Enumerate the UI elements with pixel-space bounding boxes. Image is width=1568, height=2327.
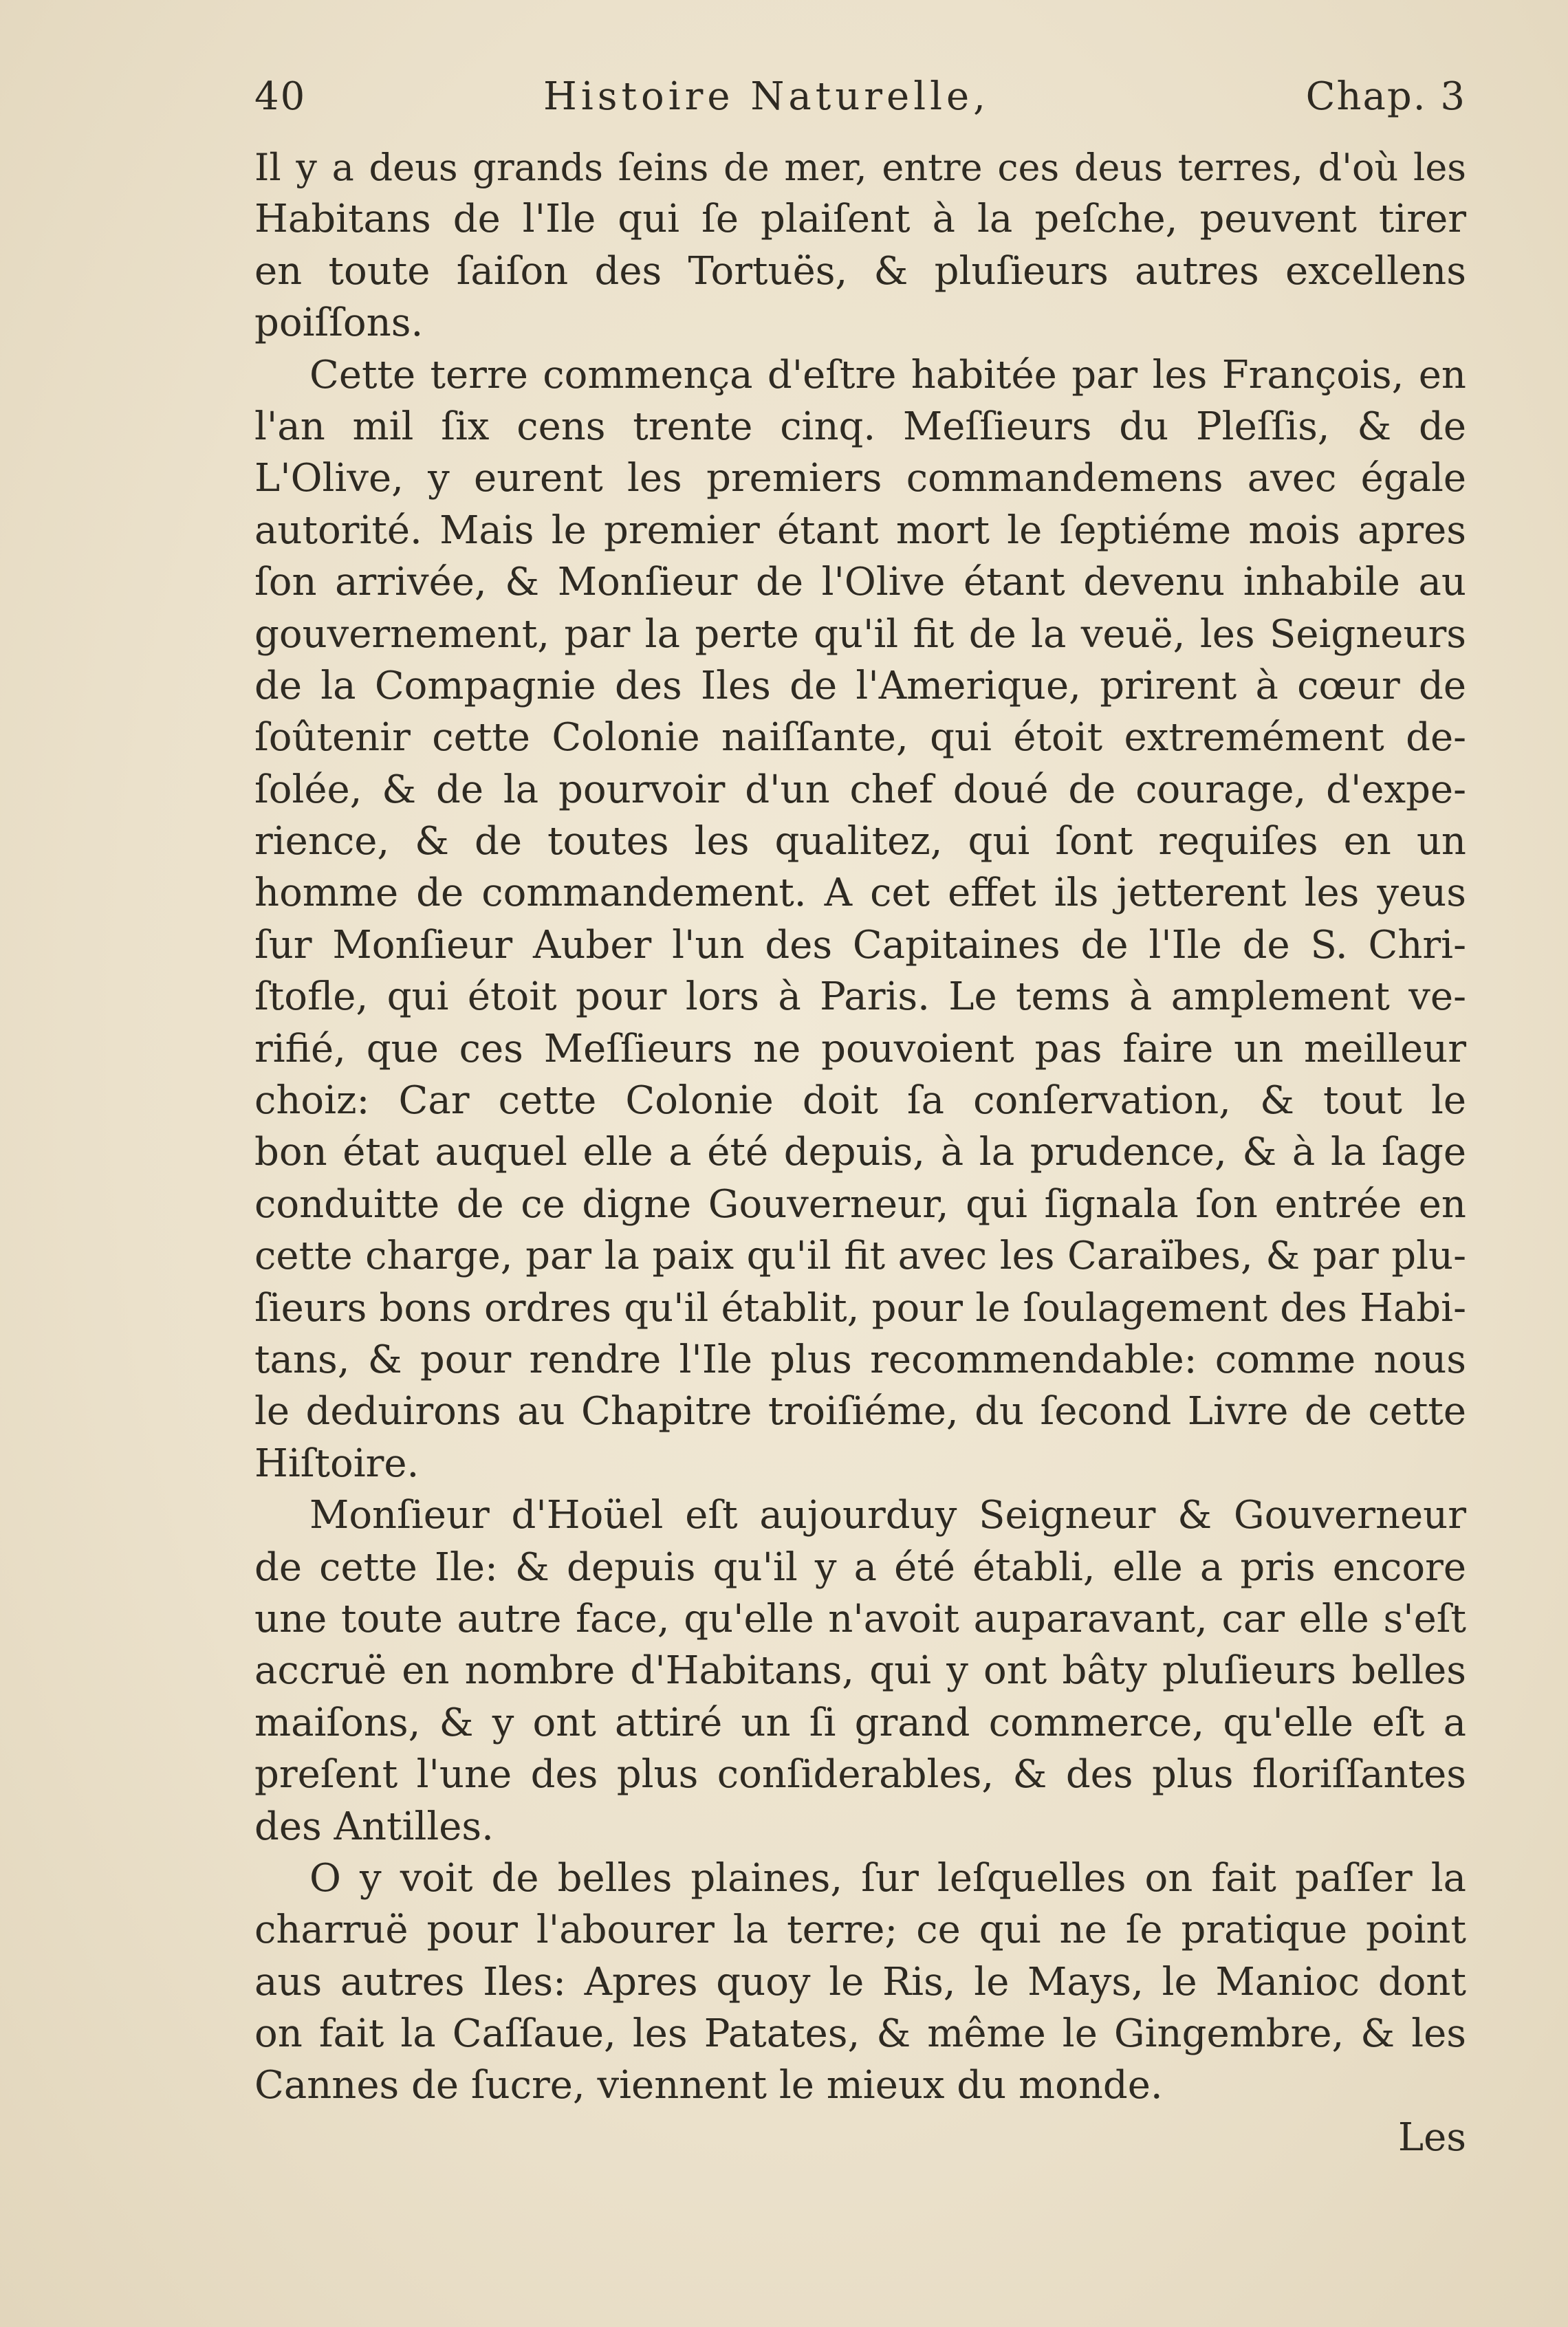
text-line: ſoûtenir cette Colonie naiſſante, qui étoit extremément de- bbox=[254, 715, 1466, 761]
running-header bbox=[254, 61, 1466, 142]
text-line: autorité. Mais le premier étant mort le ſeptiéme mois apres bbox=[254, 507, 1466, 553]
text-block bbox=[254, 61, 1466, 2160]
text-line: ſtofle, qui étoit pour lors à Paris. Le tems à amplement ve- bbox=[254, 974, 1466, 1020]
text-line: homme de commandement. A cet effet ils jetterent les yeus bbox=[254, 871, 1466, 916]
chapter-label: Chap. 3 bbox=[1305, 74, 1466, 119]
running-title: Histoire Naturelle, bbox=[543, 74, 990, 119]
text-line: en toute ſaiſon des Tortuës, & pluſieurs autres excellens bbox=[254, 248, 1466, 294]
text-line: Hiſtoire. bbox=[254, 1441, 420, 1486]
text-line: Monſieur d'Hoüel eſt aujourduy Seigneur & Gouverneur bbox=[309, 1493, 1466, 1538]
text-line: cette charge, par la paix qu'il fit avec les Caraïbes, & par plu- bbox=[254, 1234, 1466, 1279]
page-number: 40 bbox=[254, 74, 307, 119]
text-line: Habitans de l'Ile qui ſe plaiſent à la peſche, peuvent tirer bbox=[254, 197, 1466, 242]
text-line: conduitte de ce digne Gouverneur, qui ſignala ſon entrée en bbox=[254, 1181, 1466, 1227]
text-line: choiz: Car cette Colonie doit ſa conſervation, & tout le bbox=[254, 1078, 1466, 1124]
text-line: aus autres Iles: Apres quoy le Ris, le Mays, le Manioc dont bbox=[254, 1959, 1466, 2004]
text-line: tans, & pour rendre l'Ile plus recommendable: comme nous bbox=[254, 1337, 1466, 1382]
body-text bbox=[254, 142, 1466, 2112]
text-line: une toute autre face, qu'elle n'avoit auparavant, car elle s'eſt bbox=[254, 1596, 1466, 1641]
text-line: O y voit de belles plaines, ſur leſquelles on fait paſſer la bbox=[309, 1855, 1466, 1901]
text-line: Cannes de ſucre, viennent le mieux du monde. bbox=[254, 2063, 1163, 2108]
text-line: rifié, que ces Meſſieurs ne pouvoient pas faire un meilleur bbox=[254, 1026, 1466, 1071]
text-line: l'an mil ſix cens trente cinq. Meſſieurs du Pleſſis, & de bbox=[254, 404, 1466, 449]
text-line: rience, & de toutes les qualitez, qui ſont requiſes en un bbox=[254, 819, 1466, 864]
text-line: ſur Monſieur Auber l'un des Capitaines de l'Ile de S. Chri- bbox=[254, 922, 1466, 968]
text-line: Cette terre commença d'eſtre habitée par les François, en bbox=[309, 352, 1466, 397]
text-line: des Antilles. bbox=[254, 1804, 494, 1849]
text-line: on fait la Caſſaue, les Patates, & même le Gingembre, & les bbox=[254, 2011, 1466, 2057]
text-line: gouvernement, par la perte qu'il fit de la veuë, les Seigneurs bbox=[254, 611, 1466, 657]
catchword: Les bbox=[1397, 2115, 1466, 2160]
text-line: charruë pour l'abourer la terre; ce qui ne ſe pratique point bbox=[254, 1908, 1466, 1953]
text-line: preſent l'une des plus conſiderables, & des plus floriſſantes bbox=[254, 1752, 1466, 1798]
text-line: maiſons, & y ont attiré un ſi grand commerce, qu'elle eſt a bbox=[254, 1700, 1466, 1745]
text-line: de la Compagnie des Iles de l'Amerique, prirent à cœur de bbox=[254, 663, 1466, 708]
text-line: le deduirons au Chapitre troiſiéme, du ſecond Livre de cette bbox=[254, 1389, 1466, 1434]
text-line: ſieurs bons ordres qu'il établit, pour le ſoulagement des Habi- bbox=[254, 1285, 1466, 1331]
text-line: poiſſons. bbox=[254, 301, 424, 346]
text-line: ſon arrivée, & Monſieur de l'Olive étant devenu inhabile au bbox=[254, 560, 1466, 605]
text-line: ſolée, & de la pourvoir d'un chef doué de courage, d'expe- bbox=[254, 767, 1466, 812]
text-line: de cette Ile: & depuis qu'il y a été établi, elle a pris encore bbox=[254, 1544, 1466, 1590]
text-line: bon état auquel elle a été depuis, à la prudence, & à la ſage bbox=[254, 1130, 1466, 1175]
text-line: Il y a deus grands ſeins de mer, entre ces deus terres, d'où les bbox=[254, 146, 1466, 189]
text-line: L'Olive, y eurent les premiers commandemens avec égale bbox=[254, 456, 1466, 501]
text-line: accruë en nombre d'Habitans, qui y ont bâty pluſieurs belles bbox=[254, 1648, 1466, 1694]
